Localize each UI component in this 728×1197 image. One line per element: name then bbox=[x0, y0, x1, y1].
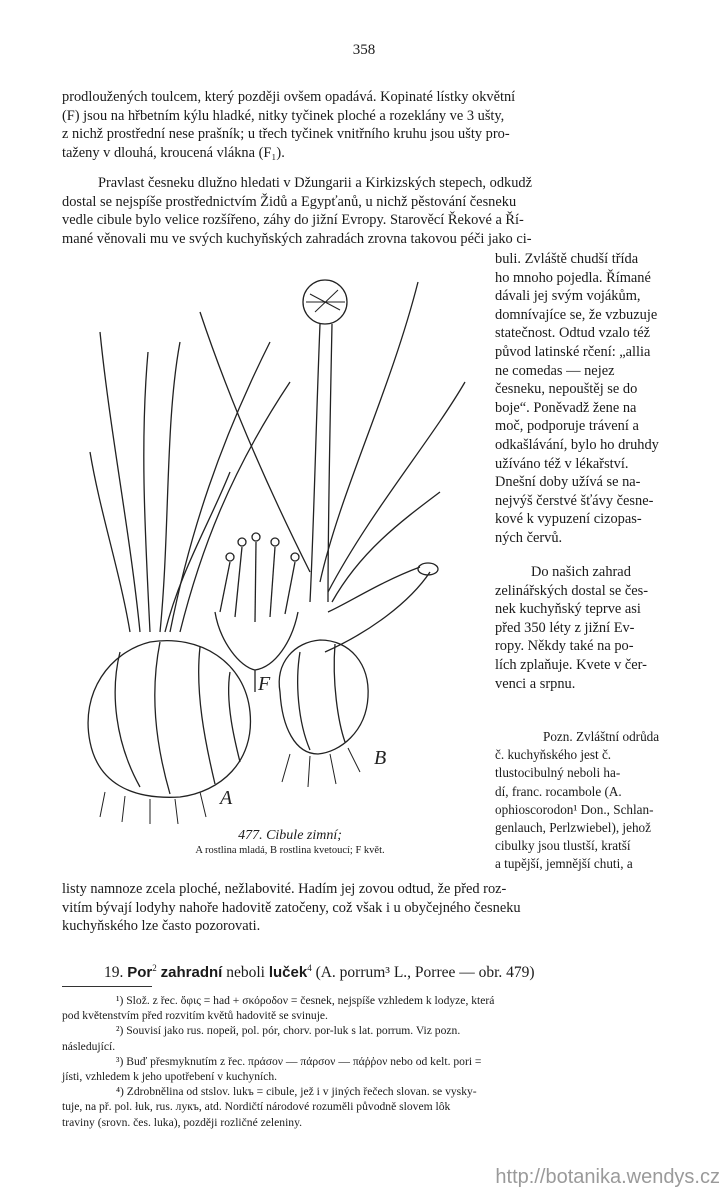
caption-sub: A rostlina mladá, B rostlina kvetoucí; F květ. bbox=[195, 845, 385, 856]
text-line: kové k vypuzení cizopas- bbox=[495, 511, 642, 528]
text-line: boje“. Poněvadž žene na bbox=[495, 399, 637, 416]
paragraph-3 bbox=[62, 880, 702, 936]
footnote-line: ³) Buď přesmyknutím z řec. πράσον — πάρσον — πάῤῥον nebo od kelt. pori = bbox=[116, 1054, 482, 1068]
text-line: Pozn. Zvláštní odrůda bbox=[543, 729, 660, 744]
heading-name-3: luček bbox=[268, 964, 308, 982]
text-line: odkašlávání, bylo ho druhdy bbox=[495, 436, 659, 453]
text-line: Do našich zahrad bbox=[531, 564, 631, 580]
text-line: taženy v dlouhá, kroucená vlákna (F₁). bbox=[62, 144, 285, 161]
heading-name-1: Por bbox=[127, 964, 153, 982]
text-line: užíváno též v lékařství. bbox=[495, 455, 629, 472]
paragraph-1 bbox=[62, 88, 702, 162]
text-line: Dnešní doby užívá se na- bbox=[495, 474, 641, 491]
figure-caption bbox=[120, 828, 460, 857]
text-line: a tupější, jemnější chuti, a bbox=[495, 856, 633, 872]
footnote-rule bbox=[62, 986, 152, 987]
heading-name-2: zahradní bbox=[160, 964, 223, 982]
text-line: z nichž prostřední nese prašník; u třech tyčinek vnitřního kruhu jsou ušty pro- bbox=[62, 126, 510, 143]
onion-illustration bbox=[70, 272, 490, 832]
text-line: původ latinské rčení: „allia bbox=[495, 343, 651, 360]
footnote-line: ⁴) Zdrobnělina od stslov. lukъ = cibule, jež i v jiných řečech slovan. se vysky- bbox=[116, 1085, 477, 1099]
text-line: cibulky jsou tlustší, kratší bbox=[495, 838, 631, 854]
side-note bbox=[495, 728, 702, 874]
section-heading bbox=[62, 958, 702, 983]
text-line: ophioscorodon¹ Don., Schlan- bbox=[495, 801, 654, 817]
text-line: statečnost. Odtud vzalo též bbox=[495, 325, 651, 342]
text-line: (F) jsou na hřbetním kýlu hladké, nitky tyčinek ploché a rozeklány ve 3 ušty, bbox=[62, 107, 505, 124]
page-number: 358 bbox=[352, 42, 376, 58]
heading-sup-2: 4 bbox=[307, 963, 312, 973]
text-line: dávali jej svým vojákům, bbox=[495, 288, 641, 305]
footnote-line: traviny (srovn. čes. luka), později rozličné zeleniny. bbox=[62, 1115, 303, 1129]
text-line: moč, podporuje trávení a bbox=[495, 418, 639, 435]
text-line: nejvýš čerstvé šťávy česne- bbox=[495, 492, 654, 509]
text-line: dostal se nejspíše prostřednictvím Židů a Egypťanů, u nichž pěstování česneku bbox=[62, 193, 517, 210]
side-column-2 bbox=[495, 563, 702, 693]
footnote-line: ¹) Slož. z řec. ὄφις = had + σκόροδον = česnek, nejspíše vzhledem k lodyze, která bbox=[116, 994, 495, 1007]
text-line: mané věnovali mu ve svých kuchyňských zahradách zrovna takovou péči jako ci- bbox=[62, 230, 532, 247]
text-line: domnívajíce se, že vzbuzuje bbox=[495, 306, 658, 323]
heading-number: 19. bbox=[104, 964, 124, 982]
text-line: kuchyňského lze často pozorovati. bbox=[62, 918, 261, 935]
footnote-line: pod květenstvím před rozvitím květů hadovitě se svinuje. bbox=[62, 1009, 328, 1023]
text-line: vitím bývají lodyhy nahoře hadovitě zatočeny, což však i u obyčejného česneku bbox=[62, 899, 521, 916]
text-line: venci a srpnu. bbox=[495, 675, 576, 692]
text-line: lích zplaňuje. Kvete v čer- bbox=[495, 656, 647, 673]
label-b: B bbox=[374, 747, 387, 769]
text-line: nek kuchyňský teprve asi bbox=[495, 601, 641, 618]
label-f: F bbox=[258, 673, 271, 695]
text-line: buli. Zvláště chudší třída bbox=[495, 251, 639, 267]
text-line: dí, franc. rocambole (A. bbox=[495, 783, 622, 799]
footnote-line: ²) Souvisí jako rus. порей, pol. pór, chorv. por-luk s lat. porrum. Viz pozn. bbox=[116, 1024, 461, 1038]
heading-rest: (A. porrum³ L., Porree — obr. 479) bbox=[315, 964, 535, 982]
footnotes bbox=[62, 993, 702, 1130]
text-line: tlustocibulný neboli ha- bbox=[495, 765, 621, 781]
text-line: ho mnoho pojedla. Římané bbox=[495, 269, 651, 286]
watermark-link[interactable]: http://botanika.wendys.cz bbox=[495, 1166, 720, 1188]
text-line: ných červů. bbox=[495, 529, 563, 546]
text-line: česneku, nepouštěj se do bbox=[495, 381, 638, 398]
text-line: genlauch, Perlzwiebel), jehož bbox=[495, 820, 651, 836]
text-line: zelinářských dostal se čes- bbox=[495, 582, 649, 599]
text-line: č. kuchyňského jest č. bbox=[495, 747, 612, 763]
footnote-line: následující. bbox=[62, 1039, 116, 1053]
text-line: prodloužených toulcem, který později ovšem opadává. Kopinaté lístky okvětní bbox=[62, 89, 516, 105]
label-a: A bbox=[220, 787, 233, 809]
footnote-line: jísti, vzhledem k jeho upotřebení v kuchyních. bbox=[62, 1070, 278, 1084]
side-column-1 bbox=[495, 250, 702, 548]
heading-mid: neboli bbox=[226, 964, 265, 982]
text-line: listy namnoze zcela ploché, nežlabovité. Hadím jej zovou odtud, že před roz- bbox=[62, 881, 507, 897]
caption-title: 477. Cibule zimní; bbox=[238, 828, 342, 843]
heading-sup-1: 2 bbox=[152, 963, 157, 973]
text-line: ne comedas — nejez bbox=[495, 362, 615, 379]
text-line: Pravlast česneku dlužno hledati v Džungarii a Kirkizských stepech, odkudž bbox=[98, 175, 532, 191]
text-line: vedle cibule bylo velice rozšířeno, záhy do jižní Evropy. Starověcí Řekové a Ří- bbox=[62, 212, 524, 229]
paragraph-2 bbox=[62, 174, 702, 248]
footnote-line: tuje, na př. pol. łuk, rus. лукъ, atd. Nordičtí národové rozuměli původně slovem lôk bbox=[62, 1100, 451, 1114]
text-line: ropy. Někdy také na po- bbox=[495, 638, 634, 655]
text-line: před 350 léty z jižní Ev- bbox=[495, 619, 635, 636]
